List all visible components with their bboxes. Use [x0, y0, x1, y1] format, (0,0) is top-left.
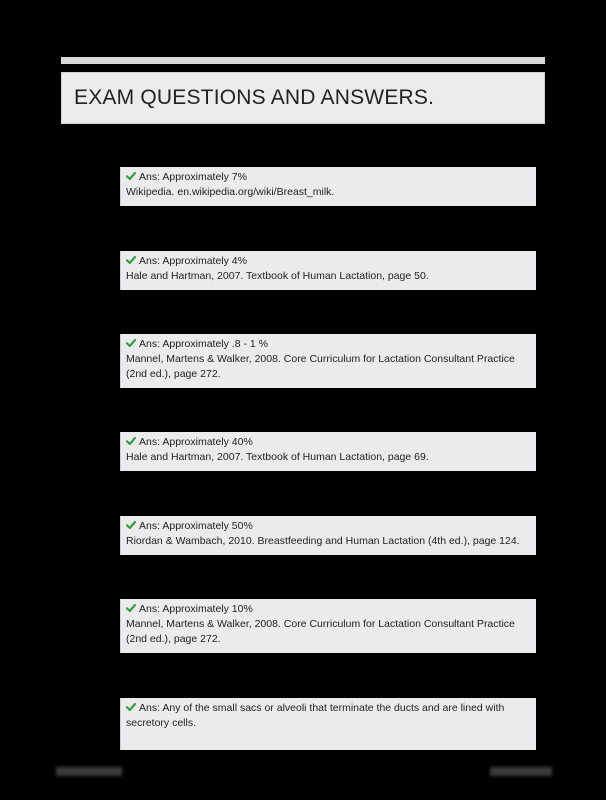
answer-reference: Mannel, Martens & Walker, 2008. Core Curriculum for Lactation Consultant Practice (2nd ed.), page 272.: [126, 618, 515, 645]
page-title: EXAM QUESTIONS AND ANSWERS.: [74, 86, 435, 109]
footer-watermark-right: [490, 767, 552, 776]
answer-reference: Riordan & Wambach, 2010. Breastfeeding and Human Lactation (4th ed.), page 124.: [126, 535, 520, 547]
check-icon: [126, 520, 136, 530]
answer-text: Ans: Approximately 40%: [139, 436, 253, 448]
answer-line: [126, 602, 531, 617]
answer-box: [120, 516, 536, 555]
answer-box: [120, 432, 536, 471]
answer-box: [120, 599, 536, 653]
check-icon: [126, 436, 136, 446]
answer-line: [126, 170, 531, 185]
answer-reference: Hale and Hartman, 2007. Textbook of Human Lactation, page 69.: [126, 451, 429, 463]
answer-text: Ans: Any of the small sacs or alveoli that terminate the ducts and are lined with secretory cells.: [126, 702, 505, 729]
answer-box: [120, 698, 536, 750]
answer-box: [120, 251, 536, 290]
check-icon: [126, 603, 136, 613]
answer-box: [120, 167, 536, 206]
answer-text: Ans: Approximately 7%: [139, 171, 247, 183]
check-icon: [126, 702, 136, 712]
top-divider: [61, 57, 545, 64]
answer-reference: Mannel, Martens & Walker, 2008. Core Curriculum for Lactation Consultant Practice (2nd ed.), page 272.: [126, 353, 515, 380]
answer-text: Ans: Approximately 4%: [139, 255, 247, 267]
answer-reference: Hale and Hartman, 2007. Textbook of Human Lactation, page 50.: [126, 270, 429, 282]
answer-reference: Wikipedia. en.wikipedia.org/wiki/Breast_milk.: [126, 186, 335, 198]
answer-box: [120, 334, 536, 388]
check-icon: [126, 171, 136, 181]
footer-watermark-left: [56, 767, 122, 776]
answer-line: [126, 701, 531, 731]
answer-text: Ans: Approximately 10%: [139, 603, 253, 615]
check-icon: [126, 338, 136, 348]
answer-text: Ans: Approximately 50%: [139, 520, 253, 532]
answer-line: [126, 519, 531, 534]
answer-line: [126, 435, 531, 450]
answer-line: [126, 254, 531, 269]
check-icon: [126, 255, 136, 265]
answer-text: Ans: Approximately .8 - 1 %: [139, 338, 268, 350]
answer-line: [126, 337, 531, 352]
title-box: [61, 72, 545, 124]
